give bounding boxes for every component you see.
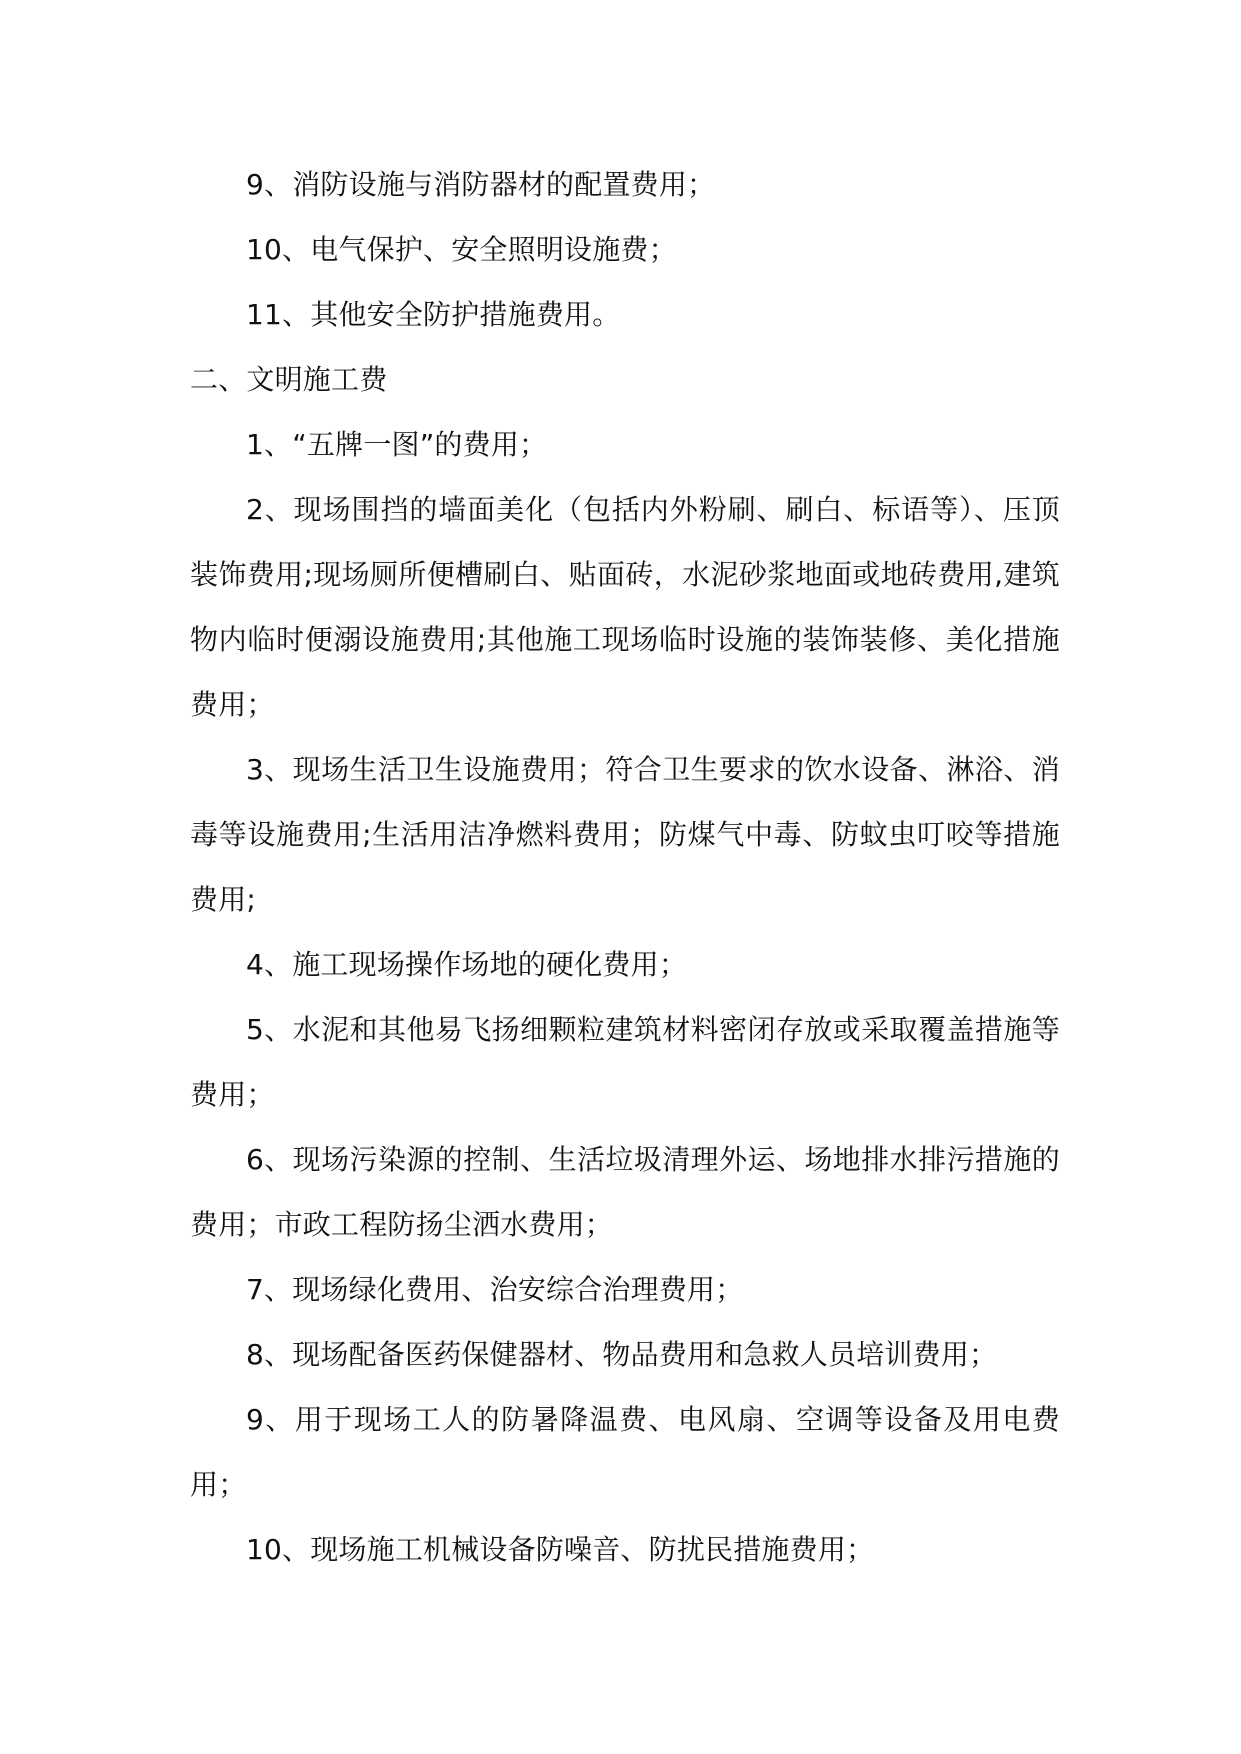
list-item-medical-equipment: 8、现场配备医药保健器材、物品费用和急救人员培训费用； <box>246 1338 998 1371</box>
list-item-heat-prevention: 9、用于现场工人的防暑降温费、电风扇、空调等设备及用电费用； <box>190 1403 1060 1501</box>
list-item-pollution-control: 6、现场污染源的控制、生活垃圾清理外运、场地排水排污措施的费用；市政工程防扬尘洒水费用； <box>190 1143 1060 1241</box>
list-item-other-safety: 11、其他安全防护措施费用。 <box>246 298 621 331</box>
list-item-fire-facilities: 9、消防设施与消防器材的配置费用； <box>246 168 716 201</box>
list-item-noise-prevention: 10、现场施工机械设备防噪音、防扰民措施费用； <box>246 1533 875 1566</box>
list-item-electrical-protection: 10、电气保护、安全照明设施费； <box>246 233 677 266</box>
section-heading-civilized-construction: 二、文明施工费 <box>190 363 388 396</box>
list-item-wall-beautification: 2、现场围挡的墙面美化（包括内外粉刷、刷白、标语等）、压顶装饰费用;现场厕所便槽刷白、贴面砖，水泥砂浆地面或地砖费用,建筑物内临时便溺设施费用;其他施工现场临时设施的装饰装修、美化措施费用； <box>190 493 1060 721</box>
document-body <box>190 152 1060 1582</box>
list-item-five-boards: 1、“五牌一图”的费用； <box>246 428 548 461</box>
list-item-site-hardening: 4、施工现场操作场地的硬化费用； <box>246 948 688 981</box>
list-item-sanitary-facilities: 3、现场生活卫生设施费用；符合卫生要求的饮水设备、淋浴、消毒等设施费用;生活用洁净燃料费用；防煤气中毒、防蚊虫叮咬等措施费用; <box>190 753 1060 916</box>
list-item-material-covering: 5、水泥和其他易飞扬细颗粒建筑材料密闭存放或采取覆盖措施等费用； <box>190 1013 1060 1111</box>
list-item-greening-security: 7、现场绿化费用、治安综合治理费用； <box>246 1273 744 1306</box>
